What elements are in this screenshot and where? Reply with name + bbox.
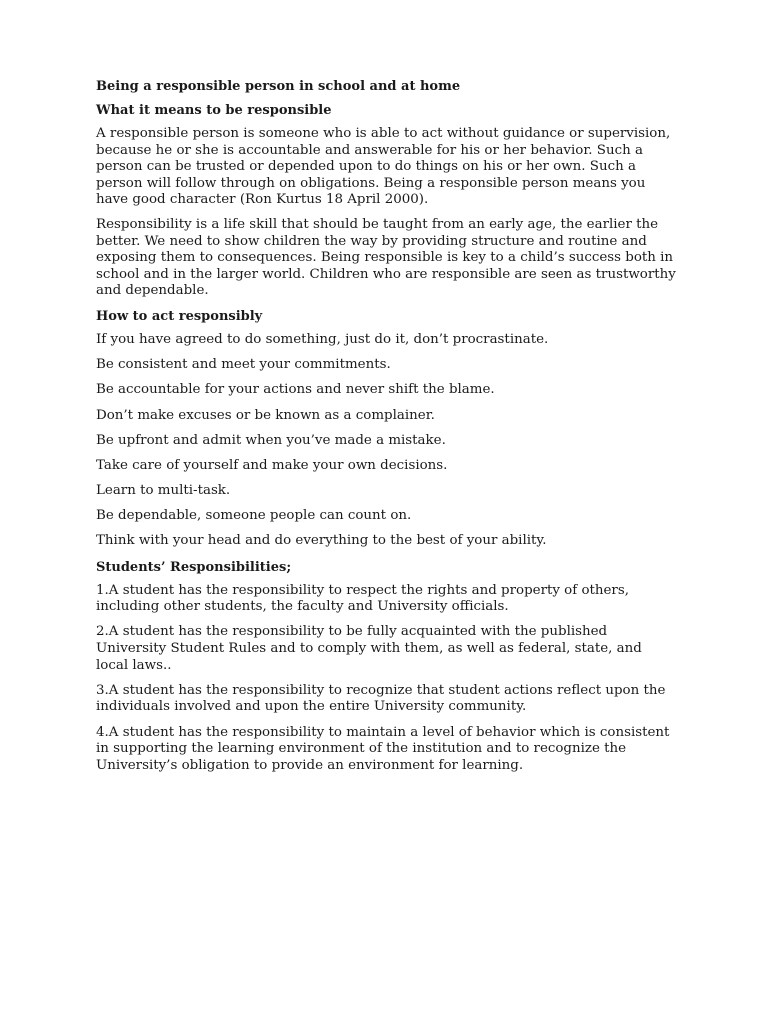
list-item: 2.A student has the responsibility to be fully acquainted with the published University Student Rules and to comply with them, as well as federal, state, and local laws.. — [96, 624, 642, 673]
list-item: Be accountable for your actions and never shift the blame. — [96, 382, 495, 398]
section-heading-meaning: What it means to be responsible — [96, 103, 332, 118]
list-item: 1.A student has the responsibility to respect the rights and property of others, including other students, the faculty and University officials. — [96, 582, 629, 615]
section-heading-how-to-act: How to act responsibly — [96, 308, 263, 324]
document-title: Being a responsible person in school and at home — [96, 79, 461, 94]
section-heading-student-responsibilities: Students’ Responsibilities; — [96, 559, 292, 575]
list-item: If you have agreed to do something, just do it, don’t procrastinate. — [96, 331, 549, 347]
list-item: Be dependable, someone people can count on. — [96, 508, 412, 524]
list-item: Take care of yourself and make your own decisions. — [96, 457, 448, 473]
list-item: Be upfront and admit when you’ve made a mistake. — [96, 432, 446, 448]
list-item: Think with your head and do everything to the best of your ability. — [96, 533, 547, 549]
paragraph-definition: A responsible person is someone who is able to act without guidance or supervision, because he or she is accountable and answerable for his or her behavior. Such a person can be trusted or depended upon to do things on his or her own. Such a person will follow through on obligations. Being a responsible person means you have good character (Ron Kurtus 18 April 2000). — [96, 126, 671, 208]
list-item: 3.A student has the responsibility to recognize that student actions reflect upon the individuals involved and upon the entire University community. — [96, 682, 666, 715]
student-responsibilities-list — [96, 583, 676, 775]
how-to-act-list — [96, 332, 676, 550]
list-item: 4.A student has the responsibility to maintain a level of behavior which is consistent in supporting the learning environment of the institution and to recognize the University’s obligation to provide an environment for learning. — [96, 724, 670, 773]
document-page — [96, 78, 676, 783]
paragraph-life-skill: Responsibility is a life skill that should be taught from an early age, the earlier the better. We need to show children the way by providing structure and routine and exposing them to consequences. Being responsible is key to a child’s success both in school and in the larger world. Children who are responsible are seen as trustworthy and dependable. — [96, 216, 676, 299]
list-item: Be consistent and meet your commitments. — [96, 357, 391, 373]
list-item: Learn to multi-task. — [96, 483, 231, 499]
list-item: Don’t make excuses or be known as a complainer. — [96, 407, 435, 423]
